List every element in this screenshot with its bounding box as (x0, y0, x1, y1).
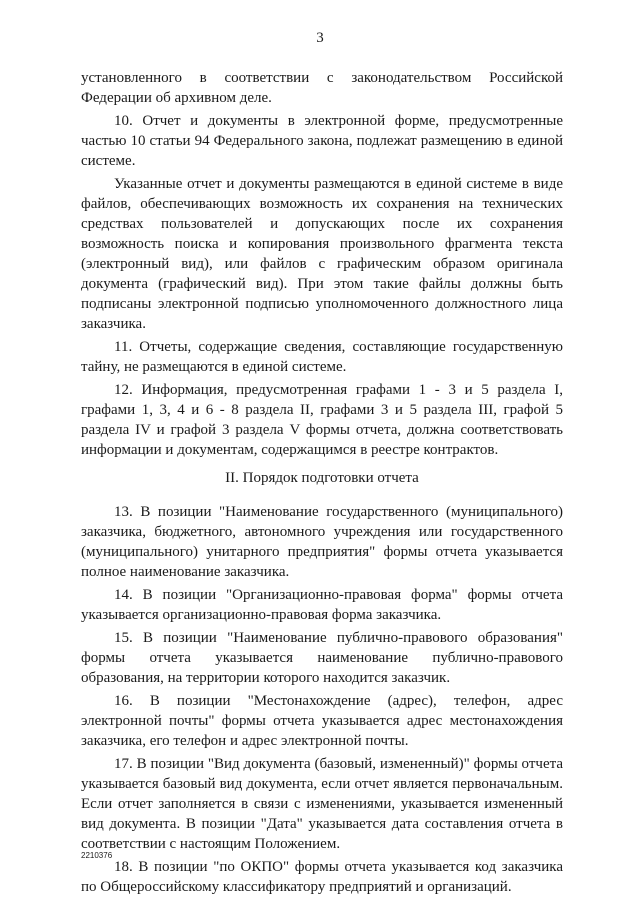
paragraph-12: 12. Информация, предусмотренная графами 1 - 3 и 5 раздела I, графами 1, 3, 4 и 6 - 8 раздела II, графами 3 и 5 раздела III, графой 5 раздела IV и графой 3 раздела V формы отчета, должна соответствовать информации и документам, содержащимся в реестре контрактов. (81, 382, 563, 458)
paragraph-15: 15. В позиции "Наименование публично-правового образования" формы отчета указывается наименование публично-правового образования, на территории которого находится заказчик. (81, 630, 563, 686)
paragraph-18: 18. В позиции "по ОКПО" формы отчета указывается код заказчика по Общероссийскому классификатору предприятий и организаций. (81, 859, 563, 895)
paragraph-17: 17. В позиции "Вид документа (базовый, измененный)" формы отчета указывается базовый вид документа, если отчет является первоначальным. Если отчет заполняется в связи с изменениями, указывается измененный вид документа. В позиции "Дата" указывается дата составления отчета в соответствии с настоящим Положением. (81, 756, 563, 852)
paragraph-10: 10. Отчет и документы в электронной форме, предусмотренные частью 10 статьи 94 Федерального закона, подлежат размещению в единой системе. (81, 113, 563, 169)
paragraph-13: 13. В позиции "Наименование государственного (муниципального) заказчика, бюджетного, автономного учреждения или государственного (муниципального) унитарного предприятия" формы отчета указывается полное наименование заказчика. (81, 504, 563, 580)
paragraph-10-files: Указанные отчет и документы размещаются в единой системе в виде файлов, обеспечивающих возможность их сохранения на технических средствах пользователей и допускающих после их сохранения возможность поиска и копирования произвольного фрагмента текста (электронный вид), или файлов с графическим образом оригинала документа (графический вид). При этом такие файлы должны быть подписаны электронной подписью уполномоченного должностного лица заказчика. (81, 176, 563, 332)
section-heading: II. Порядок подготовки отчета (225, 470, 419, 486)
document-code: 2210376 (81, 851, 113, 860)
paragraph-11: 11. Отчеты, содержащие сведения, составляющие государственную тайну, не размещаются в единой системе. (81, 339, 563, 375)
paragraph-16: 16. В позиции "Местонахождение (адрес), телефон, адрес электронной почты" формы отчета указывается адрес местонахождения заказчика, его телефон и адрес электронной почты. (81, 693, 563, 749)
paragraph-continuation: установленного в соответствии с законодательством Российской Федерации об архивном деле. (81, 70, 563, 106)
page-number: 3 (316, 30, 324, 46)
document-body (81, 68, 563, 900)
paragraph-14: 14. В позиции "Организационно-правовая форма" формы отчета указывается организационно-правовая форма заказчика. (81, 587, 563, 623)
